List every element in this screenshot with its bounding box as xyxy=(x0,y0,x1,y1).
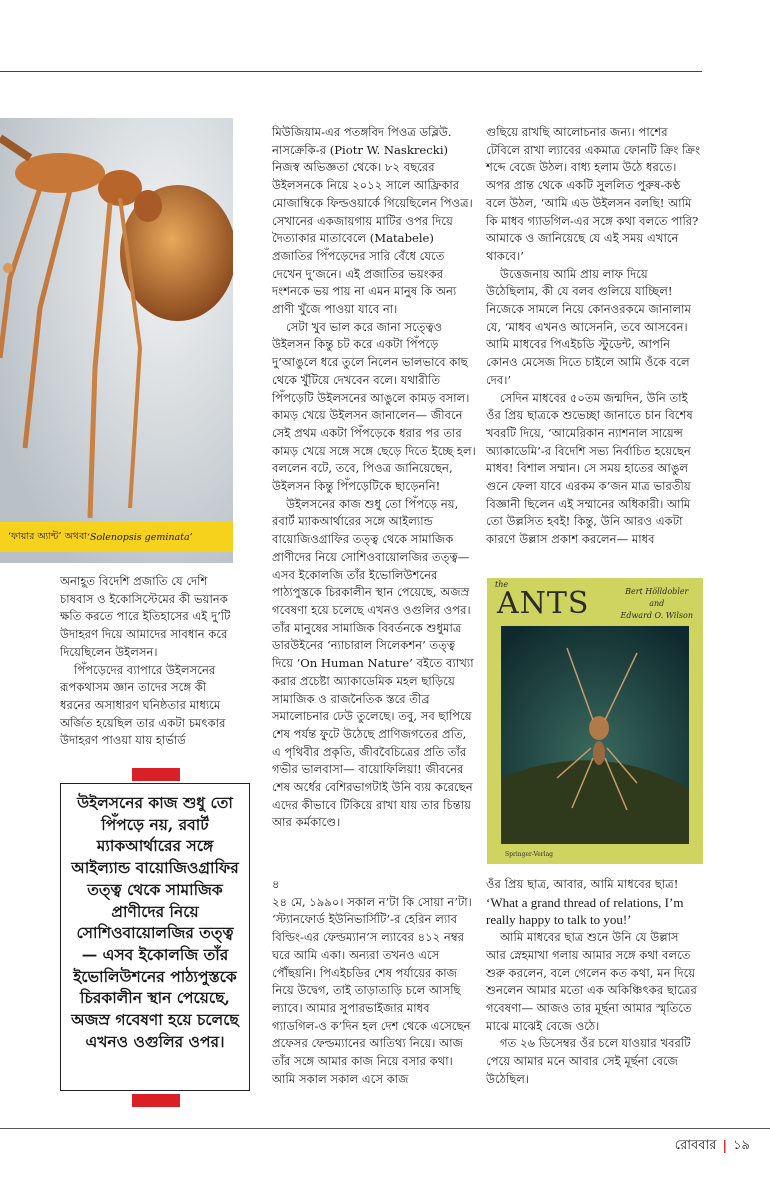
book-author-1: Bert Hölldobler xyxy=(625,587,689,596)
pullquote: উইলসনের কাজ শুধু তো পিঁপড়ে নয়, রবার্ট ম্যাকআর্থারের সঙ্গে আইল্যান্ড বায়োজিওগ্রাফির তত্ত্ব থেকে সামাজিক প্রাণীদের নিয়ে সোশিওবায়োলজির তত্ত্ব— এসব ইকোলজি তাঁর ইভোলিউশনের পাঠ্যপুস্তকে চিরকালীন স্থান পেয়েছে, অজস্র গবেষণা হয়ে চলেছে এখনও ওগুলির ওপর। xyxy=(60,783,250,1091)
paragraph: ওঁর প্রিয় ছাত্র, আবার, আমি মাধবের ছাত্র! xyxy=(486,877,679,891)
column-3-lower-text xyxy=(486,876,702,1088)
the-ants-book-cover xyxy=(487,578,703,864)
page-number: ১৯ xyxy=(733,1138,750,1153)
fire-ant-photo xyxy=(0,118,233,563)
section-name: রোববার xyxy=(674,1138,717,1153)
photo-caption xyxy=(0,522,233,552)
page-footer xyxy=(675,1136,750,1157)
column-2-section-4 xyxy=(272,876,478,1088)
english-quote: ‘What a grand thread of relations, I’m really happy to talk to you!’ xyxy=(486,894,684,928)
paragraph: উত্তেজনায় আমি প্রায় লাফ দিয়ে উঠেছিলাম, কী যে বলব গুলিয়ে যাচ্ছিল! নিজেকে সামলে নিয়ে কোনওরকমে জানালাম যে, ‘মাধব এখনও আসেননি, তবে আসবেন। আমি মাধবের পিএইচডি স্টুডেন্ট, আপনি কোনও মেসেজ দিতে চাইলে আমি ওঁকে বলে দেব।’ xyxy=(486,266,691,387)
paragraph: অনাহূত বিদেশি প্রজাতি যে দেশি চাষবাস ও ইকোসিস্টেমের কী ভয়ানক ক্ষতি করতে পারে ইতিহাসের এই দু’টি উদাহরণ দিয়ে আমাদের সাবধান করে দিয়েছিলেন উইলসন। xyxy=(60,574,231,659)
section-number: ৪ xyxy=(272,877,280,891)
column-2-text xyxy=(272,124,478,832)
paragraph: ২৪ মে, ১৯৯০। সকাল ন’টা কি সোয়া ন’টা। ‘স্ট্যানফোর্ড ইউনিভার্সিটি’-র হেরিন ল্যাব বিল্ডিং-এর ফেল্ডম্যান’স ল্যাবের ৪১২ নম্বর ঘরে আমি একা। অন্যরা তখনও এসে পৌঁছয়নি। পিএইচডির শেষ পর্যায়ের কাজ নিয়ে উদ্বেগ, তাই তাড়াতাড়ি চলে আসছি ল্যাবে। আমার সুপারভাইজার মাধব গ্যাডগিল-ও ক’দিন হল দেশ থেকে এসেছেন প্রফেসর ফেল্ডম্যানের আতিথ্য নিয়ে। আজ তাঁর সঙ্গে আমার কাজ নিয়ে বসার কথা। আমি সকাল সকাল এসে কাজ xyxy=(272,894,472,1086)
footer-separator: | xyxy=(722,1139,728,1154)
column-3-text xyxy=(486,124,702,549)
top-rule xyxy=(0,71,702,72)
book-and: and xyxy=(649,599,665,608)
book-title: ANTS xyxy=(497,586,590,621)
paragraph: উইলসনের কাজ শুধু তো পিঁপড়ে নয়, রবার্ট ম্যাকআর্থারের সঙ্গে আইল্যান্ড বায়োজিওগ্রাফির তত্ত্ব থেকে সামাজিক প্রাণীদের নিয়ে সোশিওবায়োলজির তত্ত্ব— এসব ইকোলজি তাঁর ইভোলিউশনের পাঠ্যপুস্তকে চিরকালীন স্থান পেয়েছে, অজস্র গবেষণা হয়ে চলেছে এখনও ওগুলির ওপর। তাঁর মানুষের সামাজিক বিবর্তনকে শুধুমাত্র ডারউইনের ‘ন্যাচারাল সিলেকশন’ তত্ত্ব দিয়ে ‘On Human Nature’ বইতে ব্যাখ্যা করার প্রচেষ্টা অ্যাকাডেমিক মহল ছাড়িয়ে সামাজিক ও রাজনৈতিক স্তরে তীব্র সমালোচনার ঢেউ তুলেছে। তবু, সব ছাপিয়ে শেষ পর্যন্ত ফুটে উঠেছে প্রাণিজগতের প্রতি, এ পৃথিবীর প্রকৃতি, জীববৈচিত্রের প্রতি তাঁর গভীর ভালবাসা— বায়োফিলিয়া! জীবনের শেষ অর্ধের বেশিরভাগটাই উনি ব্যয় করেছেন এদের কীভাবে টিকিয়ে রাখা যায় তার চিন্তায় আর কর্মকাণ্ডে। xyxy=(272,496,474,830)
paragraph: পিঁপড়েদের ব্যাপারে উইলসনের রূপকথাসম জ্ঞান তাদের সঙ্গে কী ধরনের অসাধারণ ঘনিষ্ঠতার মাধ্যমে অর্জিত হয়েছিল তার একটা চমৎকার উদাহরণ পাওয়া যায় হার্ভার্ড xyxy=(60,662,226,748)
paragraph: মিউজিয়াম-এর পতঙ্গবিদ পিওত্র ডব্লিউ. নাসক্রেকি-র (Piotr W. Naskrecki) নিজস্ব অভিজ্ঞতা থেকে। ৮২ বছরের উইলসনকে নিয়ে ২০১২ সালে আফ্রিকার মোজাম্বিকে ফিল্ডওয়ার্কে গিয়েছিলেন পিওত্র। সেখানের একজায়গায় মাটির ওপর দিয়ে দৈত্যাকার মাতাবেলে (Matabele) প্রজাতির পিঁপড়েদের সারি বেঁধে যেতে দেখেন দু’জনে। এই প্রজাতির ভয়ংকর দংশনকে ভয় পায় না এমন মানুষ কি অন্য প্রাণী খুঁজে পাওয়া যাবে না। xyxy=(272,125,473,317)
bottom-rule xyxy=(0,1128,770,1129)
book-authors xyxy=(620,586,693,622)
paragraph: গুছিয়ে রাখছি আলোচনার জন্য। পাশের টেবিলে রাখা ল্যাবের একমাত্র ফোনটি ক্রিং ক্রিং শব্দে বেজে উঠল। বাধ্য হলাম উঠে ধরতে। অপর প্রান্ত থেকে একটি সুললিত পুরুষ-কণ্ঠ বলে উঠল, ‘আমি এড উইলসন বলছি! আমি কি মাধব গ্যাডগিল-এর সঙ্গে কথা বলতে পারি? আমাকে ও জানিয়েছে যে এই সময় এখানে থাকবে।’ xyxy=(486,125,701,263)
paragraph: গত ২৬ ডিসেম্বর ওঁর চলে যাওয়ার খবরটি পেয়ে আমার মনে আবার সেই মূর্ছনা বেজে উঠেছিল। xyxy=(486,1036,691,1086)
paragraph: সেটা খুব ভাল করে জানা সত্ত্বেও উইলসন কিন্তু চট করে একটা পিঁপড়ে দু’আঙুলে ধরে তুলে নিলেন ভালভাবে কাছ থেকে খুঁটিয়ে দেখবেন বলে। যথারীতি পিঁপড়েটি উইলসনের আঙুলে কামড় বসাল। কামড় খেয়ে উইলসন জানালেন— জীবনে সেই প্রথম একটা পিঁপড়েকে ধরার পর তার কামড় খেয়ে সঙ্গে সঙ্গে ছেড়ে দিতে ইচ্ছে হল। বললেন বটে, তবে, পিওত্র জানিয়েছেন, উইলসন কিন্তু পিঁপড়েটিকে ছাড়েননি! xyxy=(272,319,476,494)
book-publisher: Springer-Verlag xyxy=(505,851,553,858)
column-1-text xyxy=(60,573,238,750)
paragraph: আমি মাধবের ছাত্র শুনে উনি যে উল্লাস আর স্নেহমাখা গলায় আমার সঙ্গে কথা বলতে শুরু করলেন, বলে গেলেন কত কথা, মন দিয়ে শুনলেন আমার মতো এক অকিঞ্চিৎকর ছাত্রের গবেষণা— আজও তার মূর্ছনা আমার স্মৃতিতে মাঝে মাঝেই বেজে ওঠে। xyxy=(486,930,697,1033)
book-author-2: Edward O. Wilson xyxy=(620,611,693,620)
book-title-the: the xyxy=(495,580,509,589)
caption-bengali: ‘ফায়ার অ্যান্ট’ অথবা xyxy=(8,530,87,542)
pullquote-bottom-bar xyxy=(132,1094,180,1107)
pullquote-top-bar xyxy=(132,768,180,781)
paragraph: সেদিন মাধবের ৫০তম জন্মদিন, উনি তাই ওঁর প্রিয় ছাত্রকে শুভেচ্ছা জানাতে চান বিশেষ খবরটি দিয়ে, ‘আমেরিকান ন্যাশনাল সায়েন্স অ্যাকাডেমি’-র বিদেশি সভ্য নির্বাচিত হয়েছেন মাধব! বিশাল সম্মান। সে সময় হাতের আঙুল গুনে ফেলা যাবে এরকম ক’জন মাত্র ভারতীয় বিজ্ঞানী ছিলেন এই সম্মানের অধিকারী। আমি তো উল্লসিত হবই! কিন্তু, উনি আরও একটা কারণে উল্লাস প্রকাশ করলেন— মাধব xyxy=(486,390,693,547)
fire-ant-illustration xyxy=(0,118,233,563)
caption-latin: ‘Solenopsis geminata’ xyxy=(87,531,193,543)
